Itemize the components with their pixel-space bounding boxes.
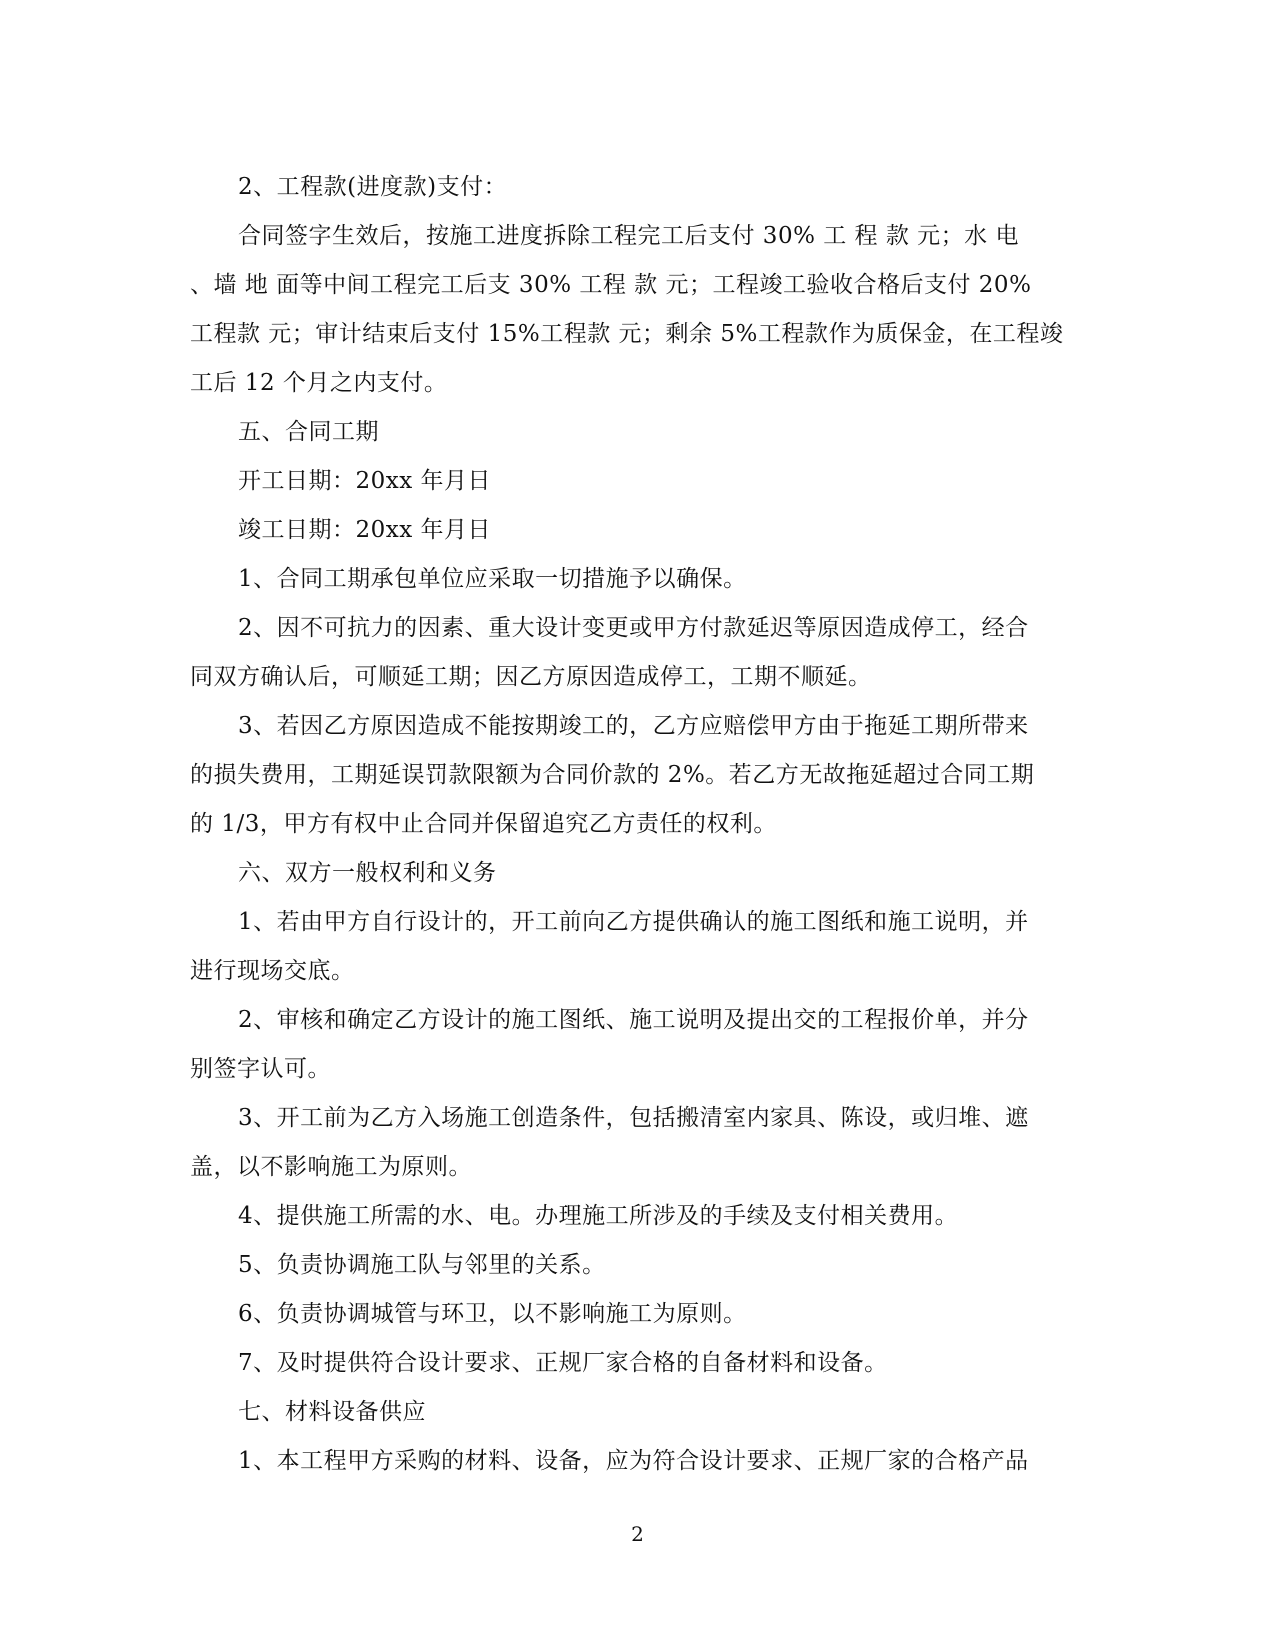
text-line: 合同签字生效后，按施工进度拆除工程完工后支付 30% 工 程 款 元；水 电 xyxy=(238,223,1019,249)
page-number: 2 xyxy=(631,1522,644,1546)
text-line: 工后 12 个月之内支付。 xyxy=(190,370,448,396)
text-line: 2、审核和确定乙方设计的施工图纸、施工说明及提出交的工程报价单，并分 xyxy=(238,1007,1029,1033)
text-line: 6、负责协调城管与环卫，以不影响施工为原则。 xyxy=(238,1301,747,1327)
text-line: 1、本工程甲方采购的材料、设备，应为符合设计要求、正规厂家的合格产品 xyxy=(238,1448,1029,1474)
text-line: 六、双方一般权利和义务 xyxy=(238,860,497,886)
text-line: 的 1/3，甲方有权中止合同并保留追究乙方责任的权利。 xyxy=(190,811,777,837)
text-line: 别签字认可。 xyxy=(190,1056,331,1082)
text-line: 进行现场交底。 xyxy=(190,958,355,984)
text-line: 工程款 元；审计结束后支付 15%工程款 元；剩余 5%工程款作为质保金，在工程竣 xyxy=(190,321,1064,347)
text-line: 2、因不可抗力的因素、重大设计变更或甲方付款延迟等原因造成停工，经合 xyxy=(238,615,1029,641)
text-line: 3、若因乙方原因造成不能按期竣工的，乙方应赔偿甲方由于拖延工期所带来 xyxy=(238,713,1029,739)
text-line: 同双方确认后，可顺延工期；因乙方原因造成停工，工期不顺延。 xyxy=(190,664,872,690)
text-line: 5、负责协调施工队与邻里的关系。 xyxy=(238,1252,606,1278)
text-line: 开工日期：20xx 年月日 xyxy=(238,468,492,494)
text-line: 的损失费用，工期延误罚款限额为合同价款的 2%。若乙方无故拖延超过合同工期 xyxy=(190,762,1035,788)
text-line: 1、若由甲方自行设计的，开工前向乙方提供确认的施工图纸和施工说明，并 xyxy=(238,909,1029,935)
text-line: 五、合同工期 xyxy=(238,419,379,445)
text-line: 、墙 地 面等中间工程完工后支 30% 工程 款 元；工程竣工验收合格后支付 20% xyxy=(190,272,1032,298)
text-line: 竣工日期：20xx 年月日 xyxy=(238,517,492,543)
text-line: 七、材料设备供应 xyxy=(238,1399,426,1425)
text-line: 1、合同工期承包单位应采取一切措施予以确保。 xyxy=(238,566,747,592)
text-line: 2、工程款(进度款)支付： xyxy=(238,174,508,200)
text-line: 4、提供施工所需的水、电。办理施工所涉及的手续及支付相关费用。 xyxy=(238,1203,959,1229)
text-line: 盖，以不影响施工为原则。 xyxy=(190,1154,472,1180)
text-line: 7、及时提供符合设计要求、正规厂家合格的自备材料和设备。 xyxy=(238,1350,888,1376)
text-line: 3、开工前为乙方入场施工创造条件，包括搬清室内家具、陈设，或归堆、遮 xyxy=(238,1105,1029,1131)
contract-body-text xyxy=(190,163,1070,1486)
